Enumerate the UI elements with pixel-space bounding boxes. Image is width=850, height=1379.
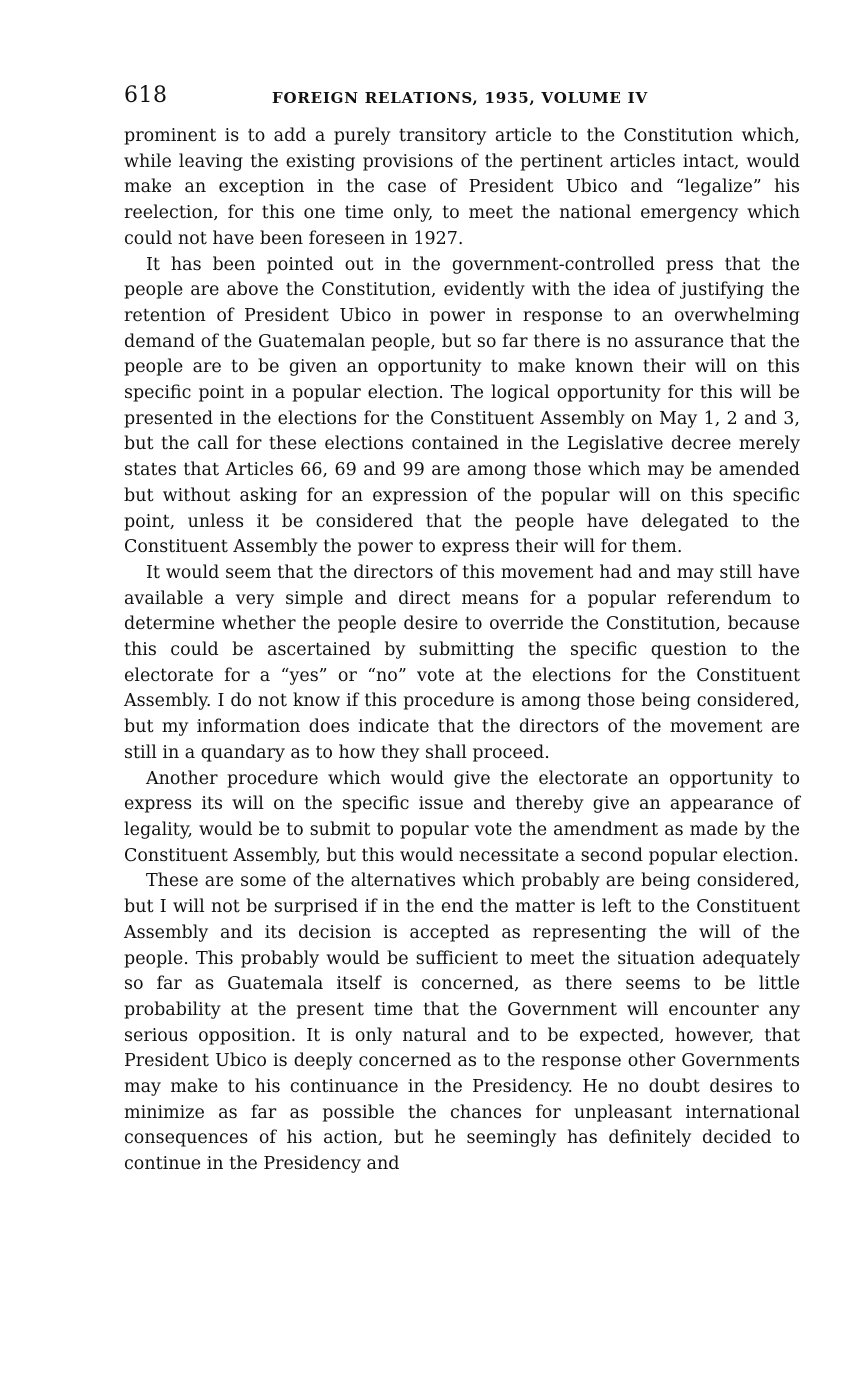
page-header bbox=[124, 80, 800, 116]
document-page bbox=[124, 80, 800, 1178]
paragraph-continued: prominent is to add a purely transitory article to the Constitution which, while leaving the existing provisions of the pertinent articles intact, would make an exception in the case of President Ubico and “legalize” his reelection, for this one time only, to meet the national emergency which could not have been foreseen in 1927. bbox=[124, 126, 800, 249]
running-head: FOREIGN RELATIONS, 1935, VOLUME IV bbox=[272, 89, 648, 107]
body-text bbox=[124, 124, 800, 1178]
page-number: 618 bbox=[124, 83, 168, 108]
paragraph: It has been pointed out in the government-controlled press that the people are above the Constitution, evidently with the idea of justifying the retention of President Ubico in power in response to an overwhelming demand of the Guatemalan people, but so far there is no assurance that the people are to be given an opportunity to make known their will on this specific point in a popular election. The logical opportunity for this will be presented in the elections for the Constituent Assembly on May 1, 2 and 3, but the call for these elections contained in the Legislative decree merely states that Articles 66, 69 and 99 are among those which may be amended but without asking for an expression of the popular will on this specific point, unless it be considered that the people have delegated to the Constituent Assembly the power to express their will for them. bbox=[124, 254, 800, 558]
paragraph: Another procedure which would give the electorate an opportunity to express its will on the specific issue and thereby give an appearance of legality, would be to submit to popular vote the amendment as made by the Constituent Assembly, but this would necessitate a second popular election. bbox=[124, 768, 800, 866]
paragraph: These are some of the alternatives which probably are being considered, but I will not be surprised if in the end the matter is left to the Constituent Assembly and its decision is accepted as representing the will of the people. This probably would be sufficient to meet the situation adequately so far as Guatemala itself is concerned, as there seems to be little probability at the present time that the Government will encounter any serious opposition. It is only natural and to be expected, however, that President Ubico is deeply concerned as to the response other Governments may make to his continuance in the Presidency. He no doubt desires to minimize as far as possible the chances for unpleasant international consequences of his action, but he seemingly has definitely decided to continue in the Presidency and bbox=[124, 871, 800, 1175]
paragraph: It would seem that the directors of this movement had and may still have available a very simple and direct means for a popular referendum to determine whether the people desire to override the Constitution, because this could be ascertained by submitting the specific question to the electorate for a “yes” or “no” vote at the elections for the Constituent Assembly. I do not know if this procedure is among those being considered, but my information does indicate that the directors of the movement are still in a quandary as to how they shall proceed. bbox=[124, 562, 800, 763]
